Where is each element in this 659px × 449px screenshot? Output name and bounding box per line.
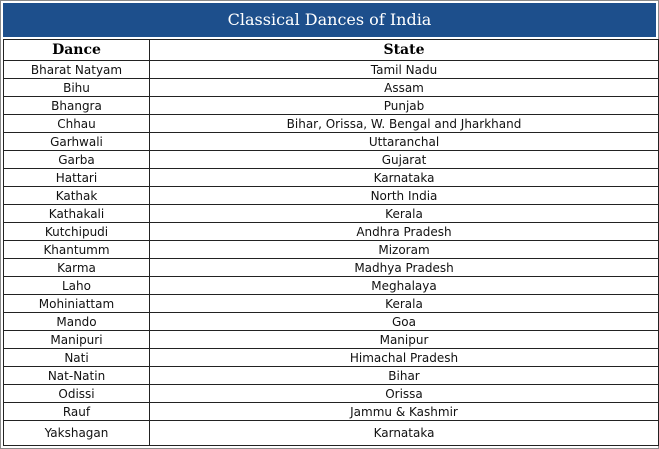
table-row (4, 241, 659, 259)
state-cell: Himachal Pradesh (150, 349, 659, 367)
dance-cell: Hattari (4, 169, 150, 187)
table-row (4, 151, 659, 169)
dance-cell: Karma (4, 259, 150, 277)
table-row (4, 259, 659, 277)
dance-cell: Nat-Natin (4, 367, 150, 385)
state-cell: Gujarat (150, 151, 659, 169)
table-row (4, 331, 659, 349)
dance-cell: Yakshagan (4, 421, 150, 446)
table-row (4, 97, 659, 115)
state-cell: Mizoram (150, 241, 659, 259)
column-header-state: State (150, 40, 659, 61)
table-row (4, 367, 659, 385)
table-row (4, 115, 659, 133)
dance-cell: Odissi (4, 385, 150, 403)
state-cell: Madhya Pradesh (150, 259, 659, 277)
column-header-dance: Dance (4, 40, 150, 61)
dance-cell: Manipuri (4, 331, 150, 349)
dance-cell: Nati (4, 349, 150, 367)
state-cell: Andhra Pradesh (150, 223, 659, 241)
dance-cell: Kathak (4, 187, 150, 205)
table-row (4, 385, 659, 403)
dance-cell: Laho (4, 277, 150, 295)
table-row (4, 295, 659, 313)
header-row (4, 40, 659, 61)
state-cell: Meghalaya (150, 277, 659, 295)
dance-cell: Bharat Natyam (4, 61, 150, 79)
state-cell: Bihar (150, 367, 659, 385)
state-cell: Uttaranchal (150, 133, 659, 151)
dance-cell: Kutchipudi (4, 223, 150, 241)
state-cell: Karnataka (150, 169, 659, 187)
table-row (4, 403, 659, 421)
dance-cell: Mando (4, 313, 150, 331)
table-row (4, 223, 659, 241)
table-row (4, 349, 659, 367)
state-cell: Assam (150, 79, 659, 97)
state-cell: Jammu & Kashmir (150, 403, 659, 421)
table-row (4, 205, 659, 223)
table-row (4, 421, 659, 446)
table-row (4, 61, 659, 79)
state-cell: Punjab (150, 97, 659, 115)
table-row (4, 313, 659, 331)
state-cell: Karnataka (150, 421, 659, 446)
dance-cell: Bihu (4, 79, 150, 97)
dance-cell: Garhwali (4, 133, 150, 151)
table-row (4, 133, 659, 151)
state-cell: Manipur (150, 331, 659, 349)
dances-table (3, 39, 659, 446)
dance-cell: Khantumm (4, 241, 150, 259)
dance-cell: Mohiniattam (4, 295, 150, 313)
table-row (4, 79, 659, 97)
state-cell: Orissa (150, 385, 659, 403)
dance-cell: Garba (4, 151, 150, 169)
dance-cell: Rauf (4, 403, 150, 421)
state-cell: North India (150, 187, 659, 205)
state-cell: Kerala (150, 295, 659, 313)
state-cell: Tamil Nadu (150, 61, 659, 79)
table-row (4, 169, 659, 187)
table-title: Classical Dances of India (3, 3, 656, 37)
state-cell: Goa (150, 313, 659, 331)
table-row (4, 187, 659, 205)
state-cell: Bihar, Orissa, W. Bengal and Jharkhand (150, 115, 659, 133)
dance-cell: Chhau (4, 115, 150, 133)
table-row (4, 277, 659, 295)
dance-cell: Kathakali (4, 205, 150, 223)
dance-cell: Bhangra (4, 97, 150, 115)
state-cell: Kerala (150, 205, 659, 223)
